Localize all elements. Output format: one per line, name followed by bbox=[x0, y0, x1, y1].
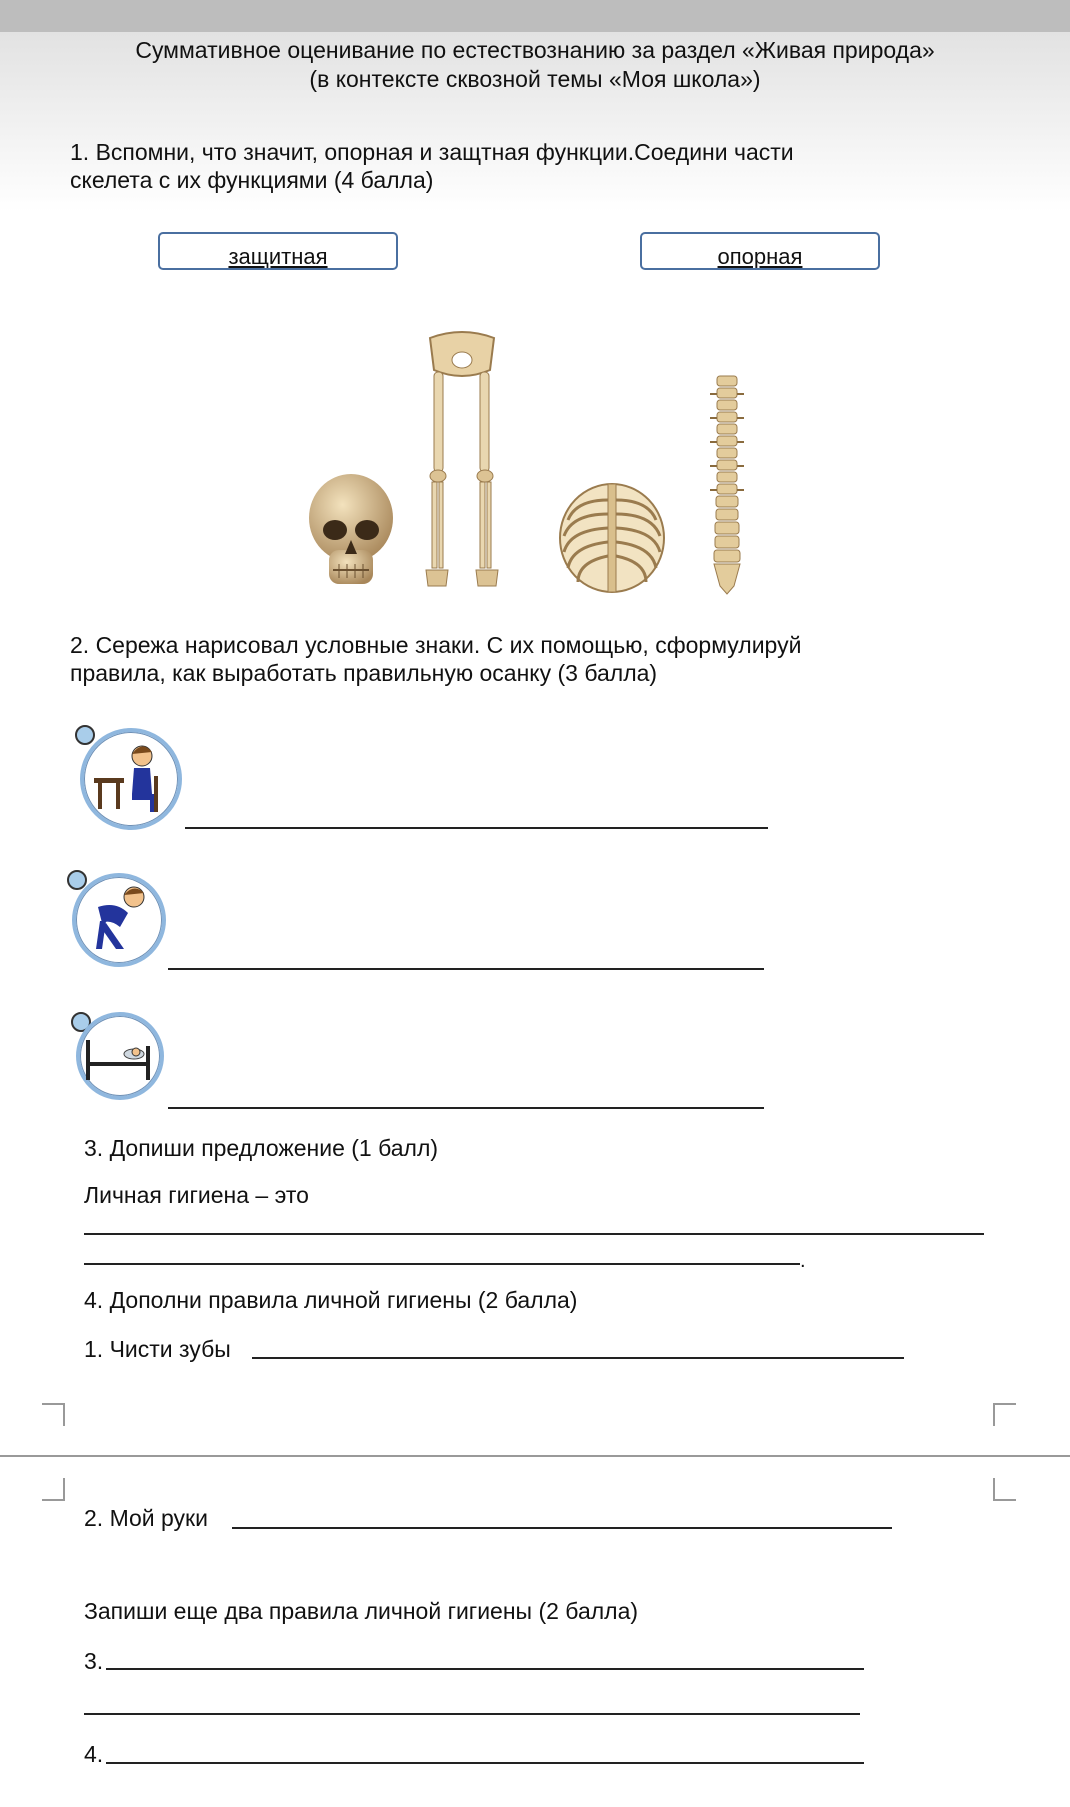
page-title bbox=[0, 36, 1070, 94]
answer-line-posture-1[interactable] bbox=[185, 827, 768, 829]
rule-item-4: 4. bbox=[84, 1741, 104, 1767]
function-box-protective[interactable]: защитная bbox=[158, 232, 398, 270]
top-bar bbox=[0, 0, 1070, 32]
answer-line-rule-3[interactable] bbox=[106, 1668, 864, 1670]
title-line-2: (в контексте сквозной темы «Моя школа») bbox=[309, 66, 761, 92]
answer-line-rule-4[interactable] bbox=[106, 1762, 864, 1764]
question-2-line-2: правила, как выработать правильную осанку (3 балла) bbox=[70, 660, 658, 686]
answer-line-rule-2[interactable] bbox=[232, 1527, 892, 1529]
leg-bones-image[interactable] bbox=[420, 330, 504, 592]
spine-image[interactable] bbox=[704, 374, 750, 596]
title-line-1: Суммативное оценивание по естествознанию за раздел «Живая природа» bbox=[135, 37, 935, 63]
bent-posture-icon bbox=[72, 873, 166, 967]
rule-item-2: 2. Мой руки bbox=[84, 1505, 208, 1531]
answer-line-posture-3[interactable] bbox=[168, 1107, 764, 1109]
rule-item-3: 3. bbox=[84, 1648, 104, 1674]
question-3-heading: 3. Допиши предложение (1 балл) bbox=[84, 1135, 439, 1161]
rule-item-1: 1. Чисти зубы bbox=[84, 1336, 231, 1362]
rib-cage-image[interactable] bbox=[556, 476, 668, 596]
answer-line-rule-3b[interactable] bbox=[84, 1713, 860, 1715]
skull-image[interactable] bbox=[305, 472, 397, 592]
answer-line-rule-1[interactable] bbox=[252, 1357, 904, 1359]
question-2 bbox=[70, 631, 1030, 687]
answer-line-hygiene-2[interactable] bbox=[84, 1263, 800, 1265]
question-3-prompt: Личная гигиена – это bbox=[84, 1182, 309, 1208]
end-period: . bbox=[800, 1250, 806, 1272]
page-corner-mark bbox=[992, 1402, 1016, 1426]
question-1-line-1: 1. Вспомни, что значит, опорная и защтная функции.Соедини части bbox=[70, 139, 794, 165]
extra-rules-heading: Запиши еще два правила личной гигиены (2 балла) bbox=[84, 1598, 639, 1624]
question-1-line-2: скелета с их функциями (4 балла) bbox=[70, 167, 434, 193]
question-2-line-1: 2. Сережа нарисовал условные знаки. С их помощью, сформулируй bbox=[70, 632, 802, 658]
page-corner-mark bbox=[992, 1478, 1016, 1502]
answer-line-hygiene-1[interactable] bbox=[84, 1233, 984, 1235]
bed-icon bbox=[76, 1012, 164, 1100]
page-corner-mark bbox=[42, 1478, 66, 1502]
page-break-line bbox=[0, 1455, 1070, 1457]
function-box-support[interactable]: опорная bbox=[640, 232, 880, 270]
question-1 bbox=[70, 138, 1030, 194]
sitting-at-desk-icon bbox=[80, 728, 182, 830]
answer-line-posture-2[interactable] bbox=[168, 968, 764, 970]
page-corner-mark bbox=[42, 1402, 66, 1426]
question-4-heading: 4. Дополни правила личной гигиены (2 балла) bbox=[84, 1287, 578, 1313]
